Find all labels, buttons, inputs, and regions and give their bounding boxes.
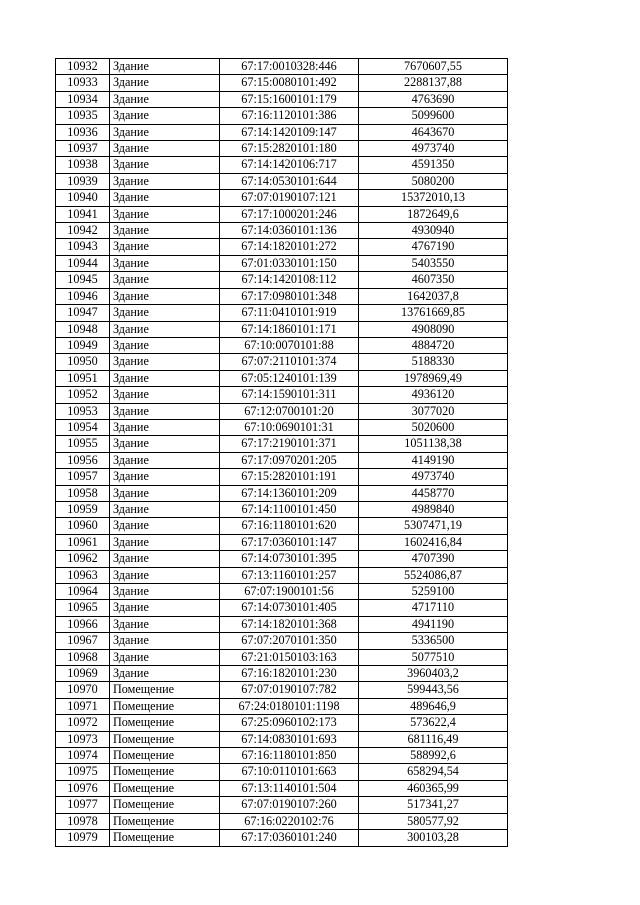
table-row bbox=[56, 124, 508, 140]
table-row bbox=[56, 715, 508, 731]
cadastral-value-cell: 13761669,85 bbox=[359, 305, 508, 321]
cadastral-number-cell: 67:14:1100101:450 bbox=[220, 501, 359, 517]
cadastral-number-cell: 67:14:1420109:147 bbox=[220, 124, 359, 140]
object-type-cell: Помещение bbox=[110, 830, 220, 846]
cadastral-number-cell: 67:14:0830101:693 bbox=[220, 731, 359, 747]
cadastral-number-cell: 67:17:0360101:240 bbox=[220, 830, 359, 846]
cadastral-value-cell: 300103,28 bbox=[359, 830, 508, 846]
row-number-cell: 10970 bbox=[56, 682, 110, 698]
cadastral-number-cell: 67:14:1420106:717 bbox=[220, 157, 359, 173]
cadastral-number-cell: 67:16:0220102:76 bbox=[220, 813, 359, 829]
object-type-cell: Здание bbox=[110, 469, 220, 485]
cadastral-value-cell: 517341,27 bbox=[359, 797, 508, 813]
table-row bbox=[56, 223, 508, 239]
object-type-cell: Помещение bbox=[110, 682, 220, 698]
cadastral-number-cell: 67:17:1000201:246 bbox=[220, 206, 359, 222]
table-row bbox=[56, 797, 508, 813]
cadastral-value-cell: 5188330 bbox=[359, 354, 508, 370]
object-type-cell: Здание bbox=[110, 518, 220, 534]
object-type-cell: Здание bbox=[110, 173, 220, 189]
table-row bbox=[56, 239, 508, 255]
cadastral-number-cell: 67:15:2820101:191 bbox=[220, 469, 359, 485]
table-row bbox=[56, 616, 508, 632]
cadastral-number-cell: 67:10:0070101:88 bbox=[220, 337, 359, 353]
cadastral-value-cell: 599443,56 bbox=[359, 682, 508, 698]
cadastral-value-cell: 4707390 bbox=[359, 551, 508, 567]
cadastral-value-cell: 5336500 bbox=[359, 633, 508, 649]
table-row bbox=[56, 485, 508, 501]
cadastral-number-cell: 67:17:0010328:446 bbox=[220, 59, 359, 75]
cadastral-value-cell: 4884720 bbox=[359, 337, 508, 353]
cadastral-number-cell: 67:14:1860101:171 bbox=[220, 321, 359, 337]
cadastral-number-cell: 67:13:1160101:257 bbox=[220, 567, 359, 583]
table-row bbox=[56, 452, 508, 468]
row-number-cell: 10945 bbox=[56, 272, 110, 288]
table-row bbox=[56, 698, 508, 714]
cadastral-value-cell: 1872649,6 bbox=[359, 206, 508, 222]
table-row bbox=[56, 321, 508, 337]
row-number-cell: 10966 bbox=[56, 616, 110, 632]
cadastral-value-cell: 3960403,2 bbox=[359, 666, 508, 682]
object-type-cell: Здание bbox=[110, 223, 220, 239]
table-row bbox=[56, 436, 508, 452]
table-row bbox=[56, 141, 508, 157]
row-number-cell: 10950 bbox=[56, 354, 110, 370]
row-number-cell: 10971 bbox=[56, 698, 110, 714]
cadastral-number-cell: 67:07:1900101:56 bbox=[220, 584, 359, 600]
table-row bbox=[56, 469, 508, 485]
cadastral-number-cell: 67:01:0330101:150 bbox=[220, 255, 359, 271]
object-type-cell: Здание bbox=[110, 551, 220, 567]
table-row bbox=[56, 501, 508, 517]
row-number-cell: 10941 bbox=[56, 206, 110, 222]
table-row bbox=[56, 830, 508, 846]
cadastral-number-cell: 67:14:0730101:395 bbox=[220, 551, 359, 567]
table-row bbox=[56, 600, 508, 616]
object-type-cell: Здание bbox=[110, 108, 220, 124]
cadastral-value-cell: 580577,92 bbox=[359, 813, 508, 829]
object-type-cell: Здание bbox=[110, 255, 220, 271]
cadastral-value-table bbox=[55, 58, 508, 847]
cadastral-number-cell: 67:11:0410101:919 bbox=[220, 305, 359, 321]
cadastral-value-cell: 4717110 bbox=[359, 600, 508, 616]
cadastral-number-cell: 67:14:1360101:209 bbox=[220, 485, 359, 501]
object-type-cell: Здание bbox=[110, 616, 220, 632]
object-type-cell: Здание bbox=[110, 534, 220, 550]
row-number-cell: 10964 bbox=[56, 584, 110, 600]
table-row bbox=[56, 157, 508, 173]
object-type-cell: Здание bbox=[110, 600, 220, 616]
cadastral-number-cell: 67:07:0190107:782 bbox=[220, 682, 359, 698]
object-type-cell: Помещение bbox=[110, 748, 220, 764]
table-row bbox=[56, 748, 508, 764]
object-type-cell: Здание bbox=[110, 633, 220, 649]
row-number-cell: 10969 bbox=[56, 666, 110, 682]
cadastral-number-cell: 67:12:0700101:20 bbox=[220, 403, 359, 419]
table-row bbox=[56, 666, 508, 682]
object-type-cell: Здание bbox=[110, 403, 220, 419]
object-type-cell: Здание bbox=[110, 436, 220, 452]
row-number-cell: 10960 bbox=[56, 518, 110, 534]
table-row bbox=[56, 370, 508, 386]
table-body bbox=[56, 59, 508, 847]
row-number-cell: 10956 bbox=[56, 452, 110, 468]
cadastral-number-cell: 67:14:1420108:112 bbox=[220, 272, 359, 288]
row-number-cell: 10944 bbox=[56, 255, 110, 271]
object-type-cell: Здание bbox=[110, 239, 220, 255]
cadastral-value-cell: 4643670 bbox=[359, 124, 508, 140]
object-type-cell: Здание bbox=[110, 157, 220, 173]
cadastral-value-cell: 4973740 bbox=[359, 469, 508, 485]
object-type-cell: Здание bbox=[110, 649, 220, 665]
table-row bbox=[56, 764, 508, 780]
object-type-cell: Помещение bbox=[110, 797, 220, 813]
table-row bbox=[56, 91, 508, 107]
row-number-cell: 10961 bbox=[56, 534, 110, 550]
table-row bbox=[56, 190, 508, 206]
table-row bbox=[56, 288, 508, 304]
cadastral-value-cell: 4458770 bbox=[359, 485, 508, 501]
object-type-cell: Здание bbox=[110, 305, 220, 321]
object-type-cell: Здание bbox=[110, 354, 220, 370]
table-row bbox=[56, 305, 508, 321]
cadastral-number-cell: 67:10:0690101:31 bbox=[220, 419, 359, 435]
cadastral-number-cell: 67:14:0730101:405 bbox=[220, 600, 359, 616]
table-row bbox=[56, 534, 508, 550]
table-row bbox=[56, 255, 508, 271]
table-row bbox=[56, 354, 508, 370]
row-number-cell: 10948 bbox=[56, 321, 110, 337]
object-type-cell: Здание bbox=[110, 452, 220, 468]
object-type-cell: Помещение bbox=[110, 698, 220, 714]
row-number-cell: 10968 bbox=[56, 649, 110, 665]
cadastral-number-cell: 67:07:2110101:374 bbox=[220, 354, 359, 370]
row-number-cell: 10952 bbox=[56, 387, 110, 403]
table-row bbox=[56, 567, 508, 583]
table-row bbox=[56, 108, 508, 124]
object-type-cell: Здание bbox=[110, 190, 220, 206]
cadastral-value-cell: 1642037,8 bbox=[359, 288, 508, 304]
cadastral-value-cell: 7670607,55 bbox=[359, 59, 508, 75]
cadastral-number-cell: 67:14:0360101:136 bbox=[220, 223, 359, 239]
row-number-cell: 10955 bbox=[56, 436, 110, 452]
row-number-cell: 10951 bbox=[56, 370, 110, 386]
table-row bbox=[56, 337, 508, 353]
row-number-cell: 10938 bbox=[56, 157, 110, 173]
row-number-cell: 10977 bbox=[56, 797, 110, 813]
table-row bbox=[56, 272, 508, 288]
object-type-cell: Здание bbox=[110, 321, 220, 337]
row-number-cell: 10946 bbox=[56, 288, 110, 304]
cadastral-value-cell: 588992,6 bbox=[359, 748, 508, 764]
cadastral-value-cell: 5259100 bbox=[359, 584, 508, 600]
row-number-cell: 10942 bbox=[56, 223, 110, 239]
object-type-cell: Здание bbox=[110, 59, 220, 75]
cadastral-number-cell: 67:14:1590101:311 bbox=[220, 387, 359, 403]
row-number-cell: 10979 bbox=[56, 830, 110, 846]
table-row bbox=[56, 173, 508, 189]
cadastral-number-cell: 67:05:1240101:139 bbox=[220, 370, 359, 386]
table-row bbox=[56, 682, 508, 698]
row-number-cell: 10978 bbox=[56, 813, 110, 829]
cadastral-value-cell: 4941190 bbox=[359, 616, 508, 632]
object-type-cell: Помещение bbox=[110, 764, 220, 780]
cadastral-value-cell: 1978969,49 bbox=[359, 370, 508, 386]
cadastral-number-cell: 67:07:2070101:350 bbox=[220, 633, 359, 649]
row-number-cell: 10963 bbox=[56, 567, 110, 583]
cadastral-number-cell: 67:17:2190101:371 bbox=[220, 436, 359, 452]
cadastral-value-cell: 2288137,88 bbox=[359, 75, 508, 91]
object-type-cell: Здание bbox=[110, 141, 220, 157]
cadastral-value-cell: 4973740 bbox=[359, 141, 508, 157]
row-number-cell: 10933 bbox=[56, 75, 110, 91]
cadastral-number-cell: 67:17:0970201:205 bbox=[220, 452, 359, 468]
cadastral-number-cell: 67:16:1820101:230 bbox=[220, 666, 359, 682]
row-number-cell: 10957 bbox=[56, 469, 110, 485]
cadastral-value-cell: 4930940 bbox=[359, 223, 508, 239]
row-number-cell: 10953 bbox=[56, 403, 110, 419]
cadastral-value-cell: 5020600 bbox=[359, 419, 508, 435]
table-row bbox=[56, 649, 508, 665]
cadastral-value-cell: 4989840 bbox=[359, 501, 508, 517]
cadastral-value-cell: 3077020 bbox=[359, 403, 508, 419]
object-type-cell: Здание bbox=[110, 584, 220, 600]
table-row bbox=[56, 206, 508, 222]
cadastral-value-cell: 5307471,19 bbox=[359, 518, 508, 534]
cadastral-value-cell: 4767190 bbox=[359, 239, 508, 255]
cadastral-number-cell: 67:16:1180101:850 bbox=[220, 748, 359, 764]
table-row bbox=[56, 518, 508, 534]
object-type-cell: Здание bbox=[110, 419, 220, 435]
cadastral-value-cell: 5403550 bbox=[359, 255, 508, 271]
object-type-cell: Здание bbox=[110, 206, 220, 222]
row-number-cell: 10940 bbox=[56, 190, 110, 206]
table-row bbox=[56, 59, 508, 75]
row-number-cell: 10972 bbox=[56, 715, 110, 731]
cadastral-value-cell: 489646,9 bbox=[359, 698, 508, 714]
row-number-cell: 10949 bbox=[56, 337, 110, 353]
object-type-cell: Здание bbox=[110, 337, 220, 353]
cadastral-value-cell: 4591350 bbox=[359, 157, 508, 173]
cadastral-value-cell: 4936120 bbox=[359, 387, 508, 403]
row-number-cell: 10932 bbox=[56, 59, 110, 75]
object-type-cell: Здание bbox=[110, 567, 220, 583]
object-type-cell: Здание bbox=[110, 288, 220, 304]
table-row bbox=[56, 387, 508, 403]
cadastral-number-cell: 67:21:0150103:163 bbox=[220, 649, 359, 665]
cadastral-value-cell: 573622,4 bbox=[359, 715, 508, 731]
row-number-cell: 10958 bbox=[56, 485, 110, 501]
row-number-cell: 10943 bbox=[56, 239, 110, 255]
cadastral-number-cell: 67:25:0960102:173 bbox=[220, 715, 359, 731]
cadastral-value-cell: 5080200 bbox=[359, 173, 508, 189]
object-type-cell: Здание bbox=[110, 501, 220, 517]
cadastral-value-cell: 460365,99 bbox=[359, 780, 508, 796]
cadastral-value-cell: 4607350 bbox=[359, 272, 508, 288]
object-type-cell: Помещение bbox=[110, 813, 220, 829]
cadastral-number-cell: 67:07:0190107:121 bbox=[220, 190, 359, 206]
cadastral-number-cell: 67:14:1820101:368 bbox=[220, 616, 359, 632]
row-number-cell: 10937 bbox=[56, 141, 110, 157]
cadastral-value-cell: 15372010,13 bbox=[359, 190, 508, 206]
row-number-cell: 10939 bbox=[56, 173, 110, 189]
row-number-cell: 10936 bbox=[56, 124, 110, 140]
table-row bbox=[56, 551, 508, 567]
row-number-cell: 10965 bbox=[56, 600, 110, 616]
cadastral-number-cell: 67:16:1120101:386 bbox=[220, 108, 359, 124]
table-row bbox=[56, 403, 508, 419]
row-number-cell: 10954 bbox=[56, 419, 110, 435]
table-row bbox=[56, 633, 508, 649]
object-type-cell: Помещение bbox=[110, 780, 220, 796]
row-number-cell: 10962 bbox=[56, 551, 110, 567]
table-row bbox=[56, 780, 508, 796]
table-row bbox=[56, 584, 508, 600]
cadastral-value-cell: 5099600 bbox=[359, 108, 508, 124]
row-number-cell: 10973 bbox=[56, 731, 110, 747]
object-type-cell: Помещение bbox=[110, 715, 220, 731]
cadastral-number-cell: 67:24:0180101:1198 bbox=[220, 698, 359, 714]
row-number-cell: 10967 bbox=[56, 633, 110, 649]
row-number-cell: 10947 bbox=[56, 305, 110, 321]
object-type-cell: Здание bbox=[110, 387, 220, 403]
cadastral-number-cell: 67:15:2820101:180 bbox=[220, 141, 359, 157]
object-type-cell: Здание bbox=[110, 124, 220, 140]
cadastral-number-cell: 67:14:1820101:272 bbox=[220, 239, 359, 255]
object-type-cell: Здание bbox=[110, 370, 220, 386]
table-row bbox=[56, 419, 508, 435]
cadastral-number-cell: 67:13:1140101:504 bbox=[220, 780, 359, 796]
cadastral-value-cell: 1051138,38 bbox=[359, 436, 508, 452]
cadastral-number-cell: 67:17:0360101:147 bbox=[220, 534, 359, 550]
cadastral-value-cell: 658294,54 bbox=[359, 764, 508, 780]
cadastral-value-cell: 1602416,84 bbox=[359, 534, 508, 550]
object-type-cell: Здание bbox=[110, 666, 220, 682]
object-type-cell: Здание bbox=[110, 272, 220, 288]
cadastral-value-cell: 4149190 bbox=[359, 452, 508, 468]
row-number-cell: 10935 bbox=[56, 108, 110, 124]
cadastral-number-cell: 67:10:0110101:663 bbox=[220, 764, 359, 780]
cadastral-number-cell: 67:14:0530101:644 bbox=[220, 173, 359, 189]
cadastral-value-cell: 4908090 bbox=[359, 321, 508, 337]
cadastral-number-cell: 67:16:1180101:620 bbox=[220, 518, 359, 534]
cadastral-number-cell: 67:07:0190107:260 bbox=[220, 797, 359, 813]
cadastral-number-cell: 67:17:0980101:348 bbox=[220, 288, 359, 304]
cadastral-value-cell: 681116,49 bbox=[359, 731, 508, 747]
row-number-cell: 10974 bbox=[56, 748, 110, 764]
row-number-cell: 10976 bbox=[56, 780, 110, 796]
table-row bbox=[56, 813, 508, 829]
cadastral-number-cell: 67:15:1600101:179 bbox=[220, 91, 359, 107]
object-type-cell: Здание bbox=[110, 91, 220, 107]
row-number-cell: 10975 bbox=[56, 764, 110, 780]
object-type-cell: Помещение bbox=[110, 731, 220, 747]
cadastral-value-cell: 5524086,87 bbox=[359, 567, 508, 583]
object-type-cell: Здание bbox=[110, 75, 220, 91]
cadastral-number-cell: 67:15:0080101:492 bbox=[220, 75, 359, 91]
table-row bbox=[56, 731, 508, 747]
object-type-cell: Здание bbox=[110, 485, 220, 501]
cadastral-value-cell: 5077510 bbox=[359, 649, 508, 665]
cadastral-value-cell: 4763690 bbox=[359, 91, 508, 107]
row-number-cell: 10959 bbox=[56, 501, 110, 517]
row-number-cell: 10934 bbox=[56, 91, 110, 107]
table-row bbox=[56, 75, 508, 91]
